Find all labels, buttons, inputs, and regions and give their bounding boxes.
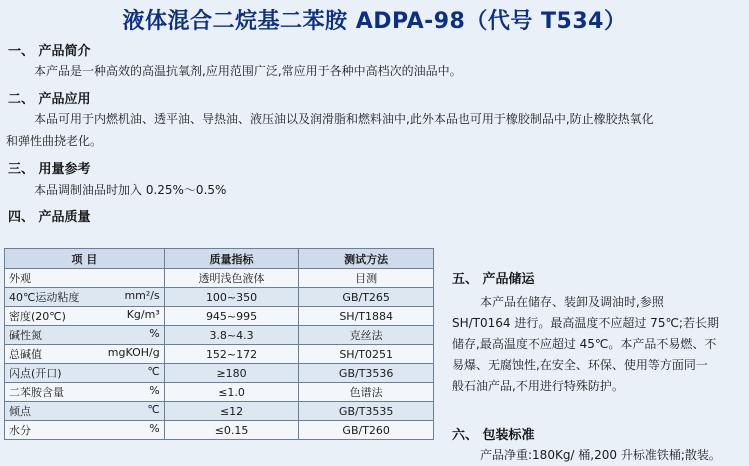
quality-table [4, 248, 434, 440]
item-name: 二苯胺含量 [9, 386, 64, 399]
section-4-heading: 四、 产品质量 [8, 210, 91, 225]
item-name: 总碱值 [9, 348, 42, 361]
item-name: 外观 [9, 272, 31, 285]
item-name: 碱性氮 [9, 329, 42, 342]
section-5-line: 本产品在储存、装卸及调油时,参照 [480, 295, 664, 309]
method-cell: SH/T1884 [299, 307, 434, 326]
section-5-line: 般石油产品,不用进行特殊防护。 [452, 379, 624, 393]
table-row [5, 383, 434, 402]
section-6-text: 产品净重:180Kg/ 桶,200 升标准铁桶;散装。 [480, 448, 721, 462]
spec-cell: ≥180 [164, 364, 299, 383]
table-row [5, 269, 434, 288]
item-cell [5, 269, 165, 288]
section-3-heading: 三、 用量参考 [8, 162, 91, 177]
item-unit: ℃ [147, 403, 160, 416]
section-2-heading: 二、 产品应用 [8, 92, 91, 107]
item-cell [5, 402, 165, 421]
table-row [5, 288, 434, 307]
table-row [5, 307, 434, 326]
page-title: 液体混合二烷基二苯胺 ADPA-98（代号 T534） [122, 9, 627, 34]
section-5-line: 储存,最高温度不应超过 45℃。本产品不易燃、不 [452, 337, 717, 351]
item-cell [5, 326, 165, 345]
section-5-text [452, 292, 742, 397]
method-cell: GB/T265 [299, 288, 434, 307]
spec-cell: 945~995 [164, 307, 299, 326]
item-unit: % [149, 422, 160, 435]
spec-cell: 透明浅色液体 [164, 269, 299, 288]
table-row [5, 421, 434, 440]
section-5-line: 易爆、无腐蚀性,在安全、环保、使用等方面同一 [452, 358, 708, 372]
item-cell [5, 364, 165, 383]
item-unit: % [149, 384, 160, 397]
method-cell: GB/T3535 [299, 402, 434, 421]
table-row [5, 326, 434, 345]
method-cell: SH/T0251 [299, 345, 434, 364]
item-name: 闪点(开口) [9, 367, 62, 380]
spec-cell: ≤1.0 [164, 383, 299, 402]
table-row [5, 402, 434, 421]
item-cell [5, 345, 165, 364]
section-2-line1: 本品可用于内燃机油、透平油、导热油、液压油以及润滑脂和燃料油中,此外本品也可用于橡胶制品中,防止橡胶热氧化 [34, 112, 654, 126]
item-unit: Kg/m³ [126, 308, 160, 321]
item-name: 倾点 [9, 405, 31, 418]
section-5-line: SH/T0164 进行。最高温度不应超过 75℃;若长期 [452, 316, 719, 330]
item-cell [5, 288, 165, 307]
item-name: 密度(20℃) [9, 310, 66, 323]
item-name: 水分 [9, 424, 31, 437]
table-row [5, 345, 434, 364]
section-2-line2: 和弹性曲挠老化。 [6, 134, 103, 148]
section-3-text: 本品调制油品时加入 0.25%～0.5% [34, 183, 227, 197]
method-cell: GB/T3536 [299, 364, 434, 383]
item-cell [5, 421, 165, 440]
spec-cell: 3.8~4.3 [164, 326, 299, 345]
item-unit: ℃ [147, 365, 160, 378]
section-1-text: 本产品是一种高效的高温抗氧剂,应用范围广泛,常应用于各种中高档次的油品中。 [34, 64, 462, 78]
section-6-heading: 六、 包装标准 [452, 428, 535, 443]
item-unit: % [149, 327, 160, 340]
item-name: 40℃运动粘度 [9, 291, 80, 304]
item-unit: mm²/s [124, 289, 160, 302]
method-cell: GB/T260 [299, 421, 434, 440]
method-cell: 色谱法 [299, 383, 434, 402]
header-spec: 质量指标 [164, 249, 299, 269]
header-method: 测试方法 [299, 249, 434, 269]
item-cell [5, 307, 165, 326]
table-row [5, 364, 434, 383]
section-1-heading: 一、 产品简介 [8, 44, 91, 59]
item-cell [5, 383, 165, 402]
spec-cell: 152~172 [164, 345, 299, 364]
method-cell: 克丝法 [299, 326, 434, 345]
spec-cell: ≤0.15 [164, 421, 299, 440]
table-header-row [5, 249, 434, 269]
header-item: 项 目 [5, 249, 165, 269]
section-5-heading: 五、 产品储运 [452, 272, 535, 287]
item-unit: mgKOH/g [107, 346, 160, 359]
spec-cell: ≤12 [164, 402, 299, 421]
method-cell: 目测 [299, 269, 434, 288]
spec-cell: 100~350 [164, 288, 299, 307]
